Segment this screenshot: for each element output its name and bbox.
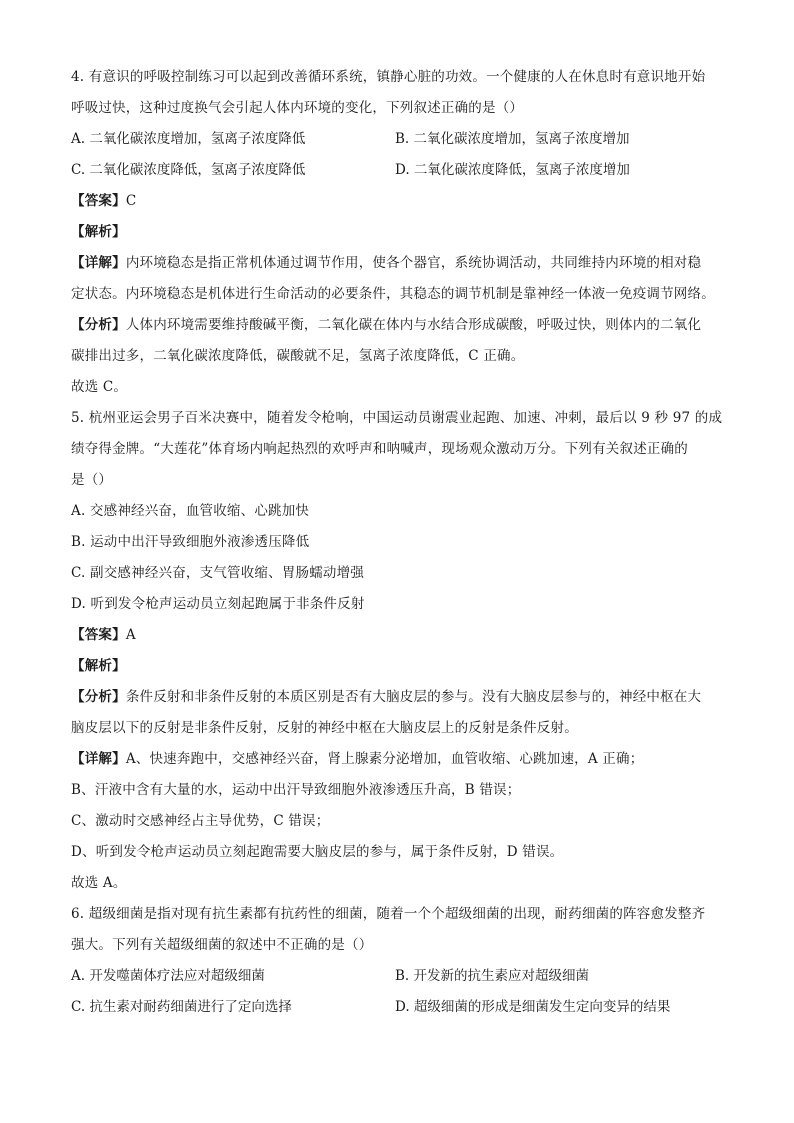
- q6-option-d: D. 超级细菌的形成是细菌发生定向变异的结果: [395, 999, 671, 1015]
- answer-tag: 【答案】: [71, 627, 126, 643]
- q4-option-a: A. 二氧化碳浓度增加，氢离子浓度降低: [71, 131, 306, 147]
- q4-options-row-2: [71, 155, 731, 186]
- q4-option-c: C. 二氧化碳浓度降低，氢离子浓度降低: [71, 162, 306, 178]
- q5-detail-line-2: B、汗液中含有大量的水，运动中出汗导致细胞外液渗透压升高，B 错误；: [71, 782, 521, 798]
- q5-option-a: A. 交感神经兴奋，血管收缩、心跳加快: [71, 503, 310, 519]
- q4-choose: 故选 C。: [71, 379, 128, 395]
- q4-analyze-line-1: [71, 310, 731, 341]
- analyze-tag: 【分析】: [71, 689, 126, 705]
- q5-answer: [71, 620, 731, 651]
- q5-analyze-text-1: 条件反射和非条件反射的本质区别是否有大脑皮层的参与。没有大脑皮层参与的，神经中枢在大: [125, 689, 702, 705]
- q5-detail-line-1: [71, 744, 731, 775]
- q5-option-d: D. 听到发令枪声运动员立刻起跑属于非条件反射: [71, 596, 365, 612]
- q4-options-row-1: [71, 124, 731, 155]
- q4-analyze-text-1: 人体内环境需要维持酸碱平衡，二氧化碳在体内与水结合形成碳酸，呼吸过快，则体内的二氧化: [125, 317, 702, 333]
- analysis-tag: 【解析】: [71, 224, 126, 240]
- q6-option-a: A. 开发噬菌体疗法应对超级细菌: [71, 968, 265, 984]
- q5-stem-line-1: 5. 杭州亚运会男子百米决赛中，随着发令枪响，中国运动员谢震业起跑、加速、冲刺，最后以 9 秒 97 的成: [71, 410, 723, 426]
- detail-tag: 【详解】: [71, 255, 126, 271]
- q5-stem-line-3: 是（）: [71, 472, 113, 488]
- q5-analyze-line-1: [71, 682, 731, 713]
- q6-option-b: B. 开发新的抗生素应对超级细菌: [395, 968, 590, 984]
- q5-analysis-heading: [71, 651, 731, 682]
- q4-detail-line-1: [71, 248, 731, 279]
- q5-choose: 故选 A。: [71, 875, 127, 891]
- answer-tag: 【答案】: [71, 193, 126, 209]
- q4-stem-line-1: 4. 有意识的呼吸控制练习可以起到改善循环系统，镇静心脏的功效。一个健康的人在休息时有意识地开始: [71, 69, 706, 85]
- q5-detail-line-3: C、激动时交感神经占主导优势，C 错误；: [71, 813, 330, 829]
- q4-detail-line-2: 定状态。内环境稳态是机体进行生命活动的必要条件，其稳态的调节机制是靠神经一体液一免疫调节网络。: [71, 286, 715, 302]
- q5-analyze-line-2: 脑皮层以下的反射是非条件反射，反射的神经中枢在大脑皮层上的反射是条件反射。: [71, 720, 578, 736]
- q4-detail-text-1: 内环境稳态是指正常机体通过调节作用，使各个器官，系统协调活动，共同维持内环境的相对稳: [125, 255, 702, 271]
- q4-answer: [71, 186, 731, 217]
- analyze-tag: 【分析】: [71, 317, 126, 333]
- q4-analyze-line-2: 碳排出过多，二氧化碳浓度降低，碳酸就不足，氢离子浓度降低，C 正确。: [71, 348, 525, 364]
- q5-stem-line-2: 绩夺得金牌。“大莲花”体育场内响起热烈的欢呼声和呐喊声，现场观众激动万分。下列有关叙述正确的: [71, 441, 689, 457]
- q6-stem-line-2: 强大。下列有关超级细菌的叙述中不正确的是（）: [71, 937, 373, 953]
- q6-stem-line-1: 6. 超级细菌是指对现有抗生素都有抗药性的细菌，随着一个个超级细菌的出现，耐药细菌的阵容愈发整齐: [71, 906, 706, 922]
- q4-option-b: B. 二氧化碳浓度增加，氢离子浓度增加: [395, 131, 630, 147]
- q4-option-d: D. 二氧化碳浓度降低，氢离子浓度增加: [395, 162, 630, 178]
- q5-detail-line-4: D、听到发令枪声运动员立刻起跑需要大脑皮层的参与，属于条件反射，D 错误。: [71, 844, 564, 860]
- document-page: [71, 62, 731, 1023]
- q4-stem-line-2: 呼吸过快，这种过度换气会引起人体内环境的变化，下列叙述正确的是（）: [71, 100, 524, 116]
- q5-detail-text-1: A、快速奔跑中，交感神经兴奋，肾上腺素分泌增加，血管收缩、心跳加速，A 正确；: [125, 751, 644, 767]
- q4-answer-value: C: [125, 193, 137, 209]
- q6-options-row-2: [71, 992, 731, 1023]
- q4-analysis-heading: [71, 217, 731, 248]
- analysis-tag: 【解析】: [71, 658, 126, 674]
- detail-tag: 【详解】: [71, 751, 126, 767]
- q5-answer-value: A: [125, 627, 136, 643]
- q5-option-b: B. 运动中出汗导致细胞外液渗透压降低: [71, 534, 310, 550]
- q6-options-row-1: [71, 961, 731, 992]
- q6-option-c: C. 抗生素对耐药细菌进行了定向选择: [71, 999, 292, 1015]
- q5-option-c: C. 副交感神经兴奋，支气管收缩、胃肠蠕动增强: [71, 565, 365, 581]
